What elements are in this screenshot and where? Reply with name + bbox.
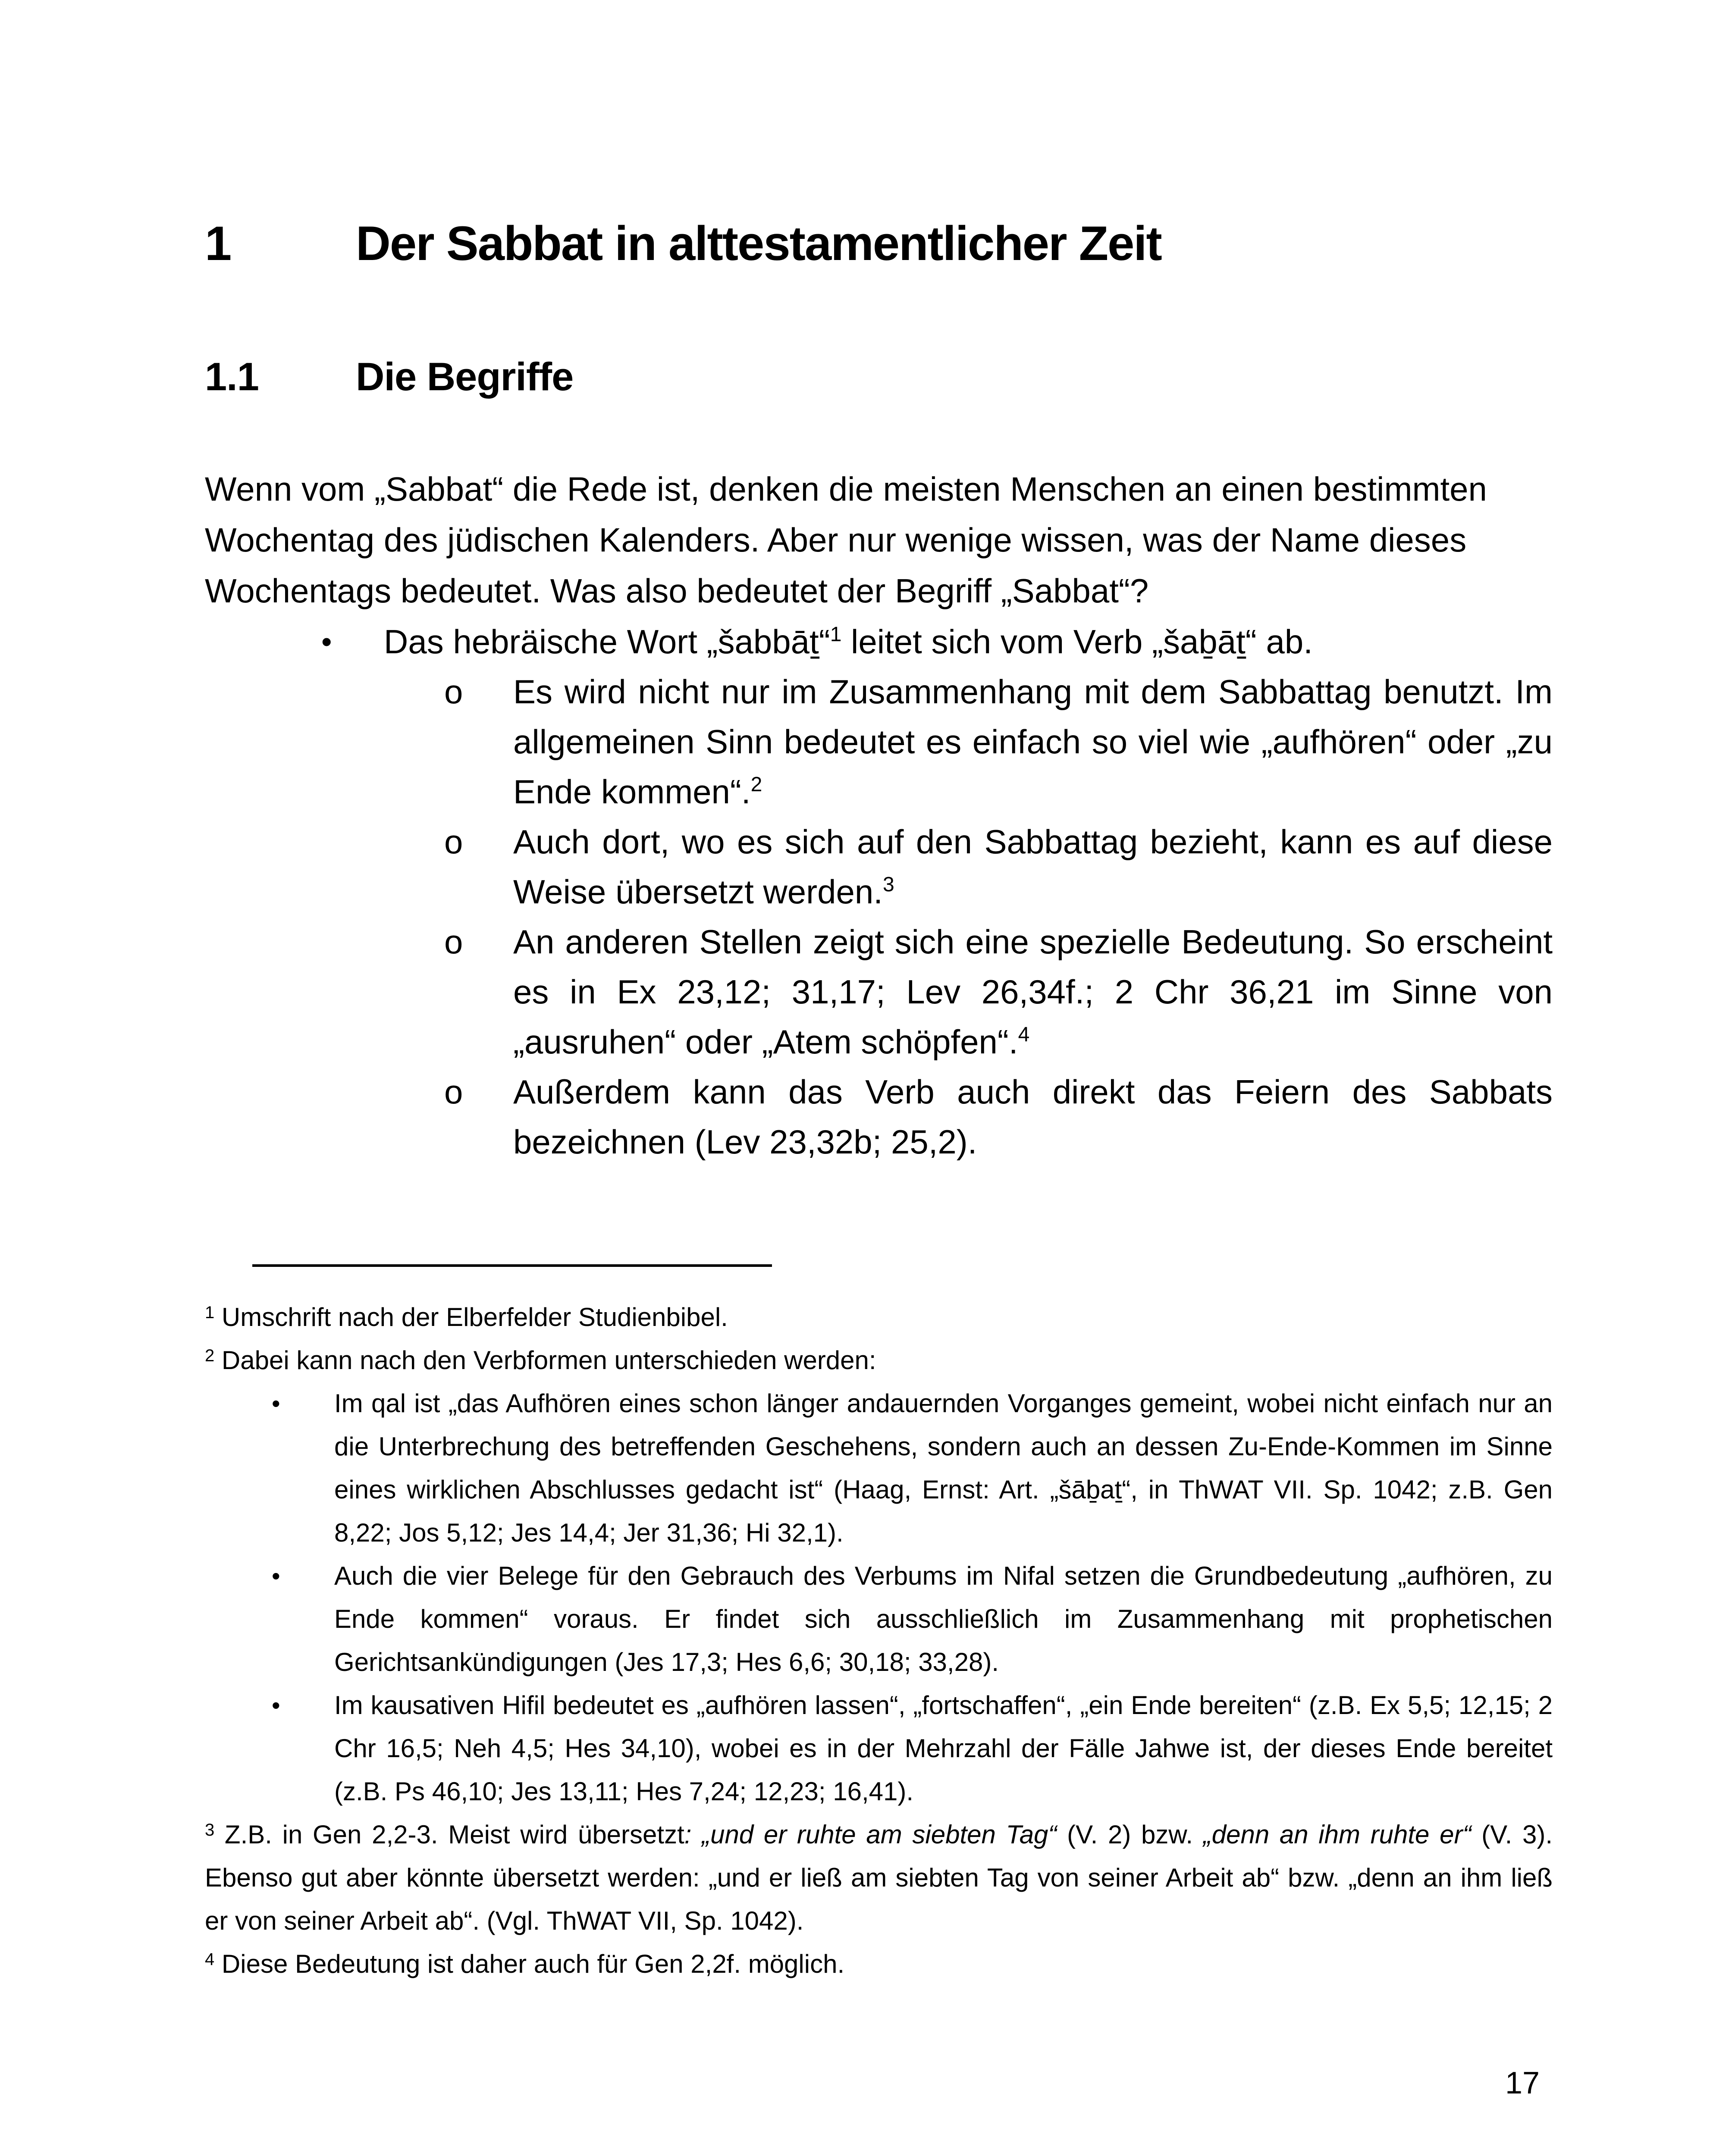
- footnote-bullet: [205, 1382, 1553, 1554]
- footnote-bullet: [205, 1554, 1553, 1684]
- footnote-text: Z.B. in Gen 2,2-3. Meist wird übersetzt: [214, 1820, 684, 1849]
- footnotes: [205, 1296, 1553, 1986]
- section-number: 1.1: [205, 355, 259, 399]
- intro-paragraph: [205, 464, 1553, 616]
- intro-text: Wenn vom „Sabbat“ die Rede ist, denken die meisten Menschen an einen bestimmten Wochentag des jüdischen Kalenders. Aber nur wenige wissen, was der Name dieses Wochentags bedeutet. Was also bedeutet der Begriff „Sabbat“?: [205, 470, 1487, 610]
- footnote-number: 3: [205, 1821, 215, 1839]
- footnote-text: Diese Bedeutung ist daher auch für Gen 2,2f. möglich.: [214, 1949, 845, 1978]
- bullet-dot-icon: •: [272, 1692, 280, 1719]
- footnote-text: (V. 3). Ebenso gut aber könnte übersetzt werden: „und er ließ am siebten Tag von seiner Arbeit ab“ bzw. „denn an ihm ließ er von seiner Arbeit ab“. (Vgl. ThWAT VII, Sp. 1042).: [205, 1820, 1553, 1935]
- sub-bullet-item: [205, 917, 1553, 1067]
- footnote-number: 2: [205, 1346, 215, 1365]
- circle-bullet-icon: o: [444, 823, 463, 861]
- bullet-list: [205, 617, 1553, 1167]
- footnote-text: Dabei kann nach den Verbformen unterschieden werden:: [214, 1346, 876, 1375]
- bullet-item-main: [205, 617, 1553, 667]
- bullet-dot-icon: •: [321, 625, 332, 658]
- sub-bullet-item: [205, 1067, 1553, 1167]
- footnote-text: (V. 2) bzw.: [1057, 1820, 1203, 1849]
- footnote-ref-3[interactable]: 3: [882, 873, 894, 896]
- footnote-bullet: [205, 1684, 1553, 1813]
- footnote-text: Umschrift nach der Elberfelder Studienbibel.: [214, 1303, 728, 1332]
- footnote-3: [205, 1813, 1553, 1943]
- sub-bullet-text: Auch dort, wo es sich auf den Sabbattag bezieht, kann es auf diese Weise übersetzt werden.: [513, 823, 1553, 911]
- footnote-bullet-text: Im qal ist „das Aufhören eines schon länger andauernden Vorganges gemeint, wobei nicht einfach nur an die Unterbrechung des betreffenden Geschehens, sondern auch an dessen Zu-Ende-Kommen im Sinne eines wirklichen Abschlusses gedacht ist“ (Haag, Ernst: Art. „šāḇaṯ“, in ThWAT VII. Sp. 1042; z.B. Gen 8,22; Jos 5,12; Jes 14,4; Jer 31,36; Hi 32,1).: [334, 1389, 1553, 1547]
- footnote-ref-1[interactable]: 1: [830, 623, 842, 646]
- chapter-number: 1: [205, 216, 231, 270]
- sub-bullet-text: Es wird nicht nur im Zusammenhang mit dem Sabbattag benutzt. Im allgemeinen Sinn bedeutet es einfach so viel wie „aufhören“ oder „zu Ende kommen“.: [513, 673, 1553, 811]
- chapter-title: Der Sabbat in alttestamentlicher Zeit: [356, 216, 1161, 270]
- circle-bullet-icon: o: [444, 923, 463, 961]
- circle-bullet-icon: o: [444, 1073, 463, 1111]
- footnote-quote: : „und er ruhte am siebten Tag“: [684, 1820, 1057, 1849]
- footnote-bullet-text: Im kausativen Hifil bedeutet es „aufhören lassen“, „fortschaffen“, „ein Ende bereiten“ (z.B. Ex 5,5; 12,15; 2 Chr 16,5; Neh 4,5; Hes 34,10), wobei es in der Mehrzahl der Fälle Jahwe ist, der dieses Ende bereitet (z.B. Ps 46,10; Jes 13,11; Hes 7,24; 12,23; 16,41).: [334, 1691, 1553, 1806]
- sub-bullet-item: [205, 667, 1553, 817]
- footnote-1: [205, 1296, 1553, 1339]
- footnote-number: 4: [205, 1950, 215, 1969]
- footnote-ref-2[interactable]: 2: [750, 773, 762, 796]
- footnote-separator: [252, 1264, 772, 1267]
- footnote-quote: „denn an ihm ruhte er“: [1203, 1820, 1472, 1849]
- section-title: Die Begriffe: [356, 355, 574, 399]
- footnote-ref-4[interactable]: 4: [1018, 1023, 1030, 1046]
- circle-bullet-icon: o: [444, 673, 463, 711]
- bullet-dot-icon: •: [272, 1390, 280, 1417]
- footnote-4: [205, 1943, 1553, 1986]
- sub-bullet-text: An anderen Stellen zeigt sich eine spezielle Bedeutung. So erscheint es in Ex 23,12; 31,17; Lev 26,34f.; 2 Chr 36,21 im Sinne von „ausruhen“ oder „Atem schöpfen“.: [513, 923, 1553, 1061]
- footnote-number: 1: [205, 1303, 215, 1322]
- bullet-text-b: leitet sich vom Verb „šaḇāṯ“ ab.: [841, 623, 1313, 661]
- sub-bullet-item: [205, 817, 1553, 917]
- footnote-2: [205, 1339, 1553, 1382]
- footnote-bullet-text: Auch die vier Belege für den Gebrauch des Verbums im Nifal setzen die Grundbedeutung „aufhören, zu Ende kommen“ voraus. Er findet sich ausschließlich im Zusammenhang mit prophetischen Gerichtsankündigungen (Jes 17,3; Hes 6,6; 30,18; 33,28).: [334, 1561, 1553, 1677]
- bullet-text-a: Das hebräische Wort „šabbāṯ“: [384, 623, 830, 661]
- bullet-dot-icon: •: [272, 1562, 280, 1589]
- page-number: 17: [1505, 2066, 1540, 2100]
- sub-bullet-text: Außerdem kann das Verb auch direkt das Feiern des Sabbats bezeichnen (Lev 23,32b; 25,2).: [513, 1073, 1553, 1161]
